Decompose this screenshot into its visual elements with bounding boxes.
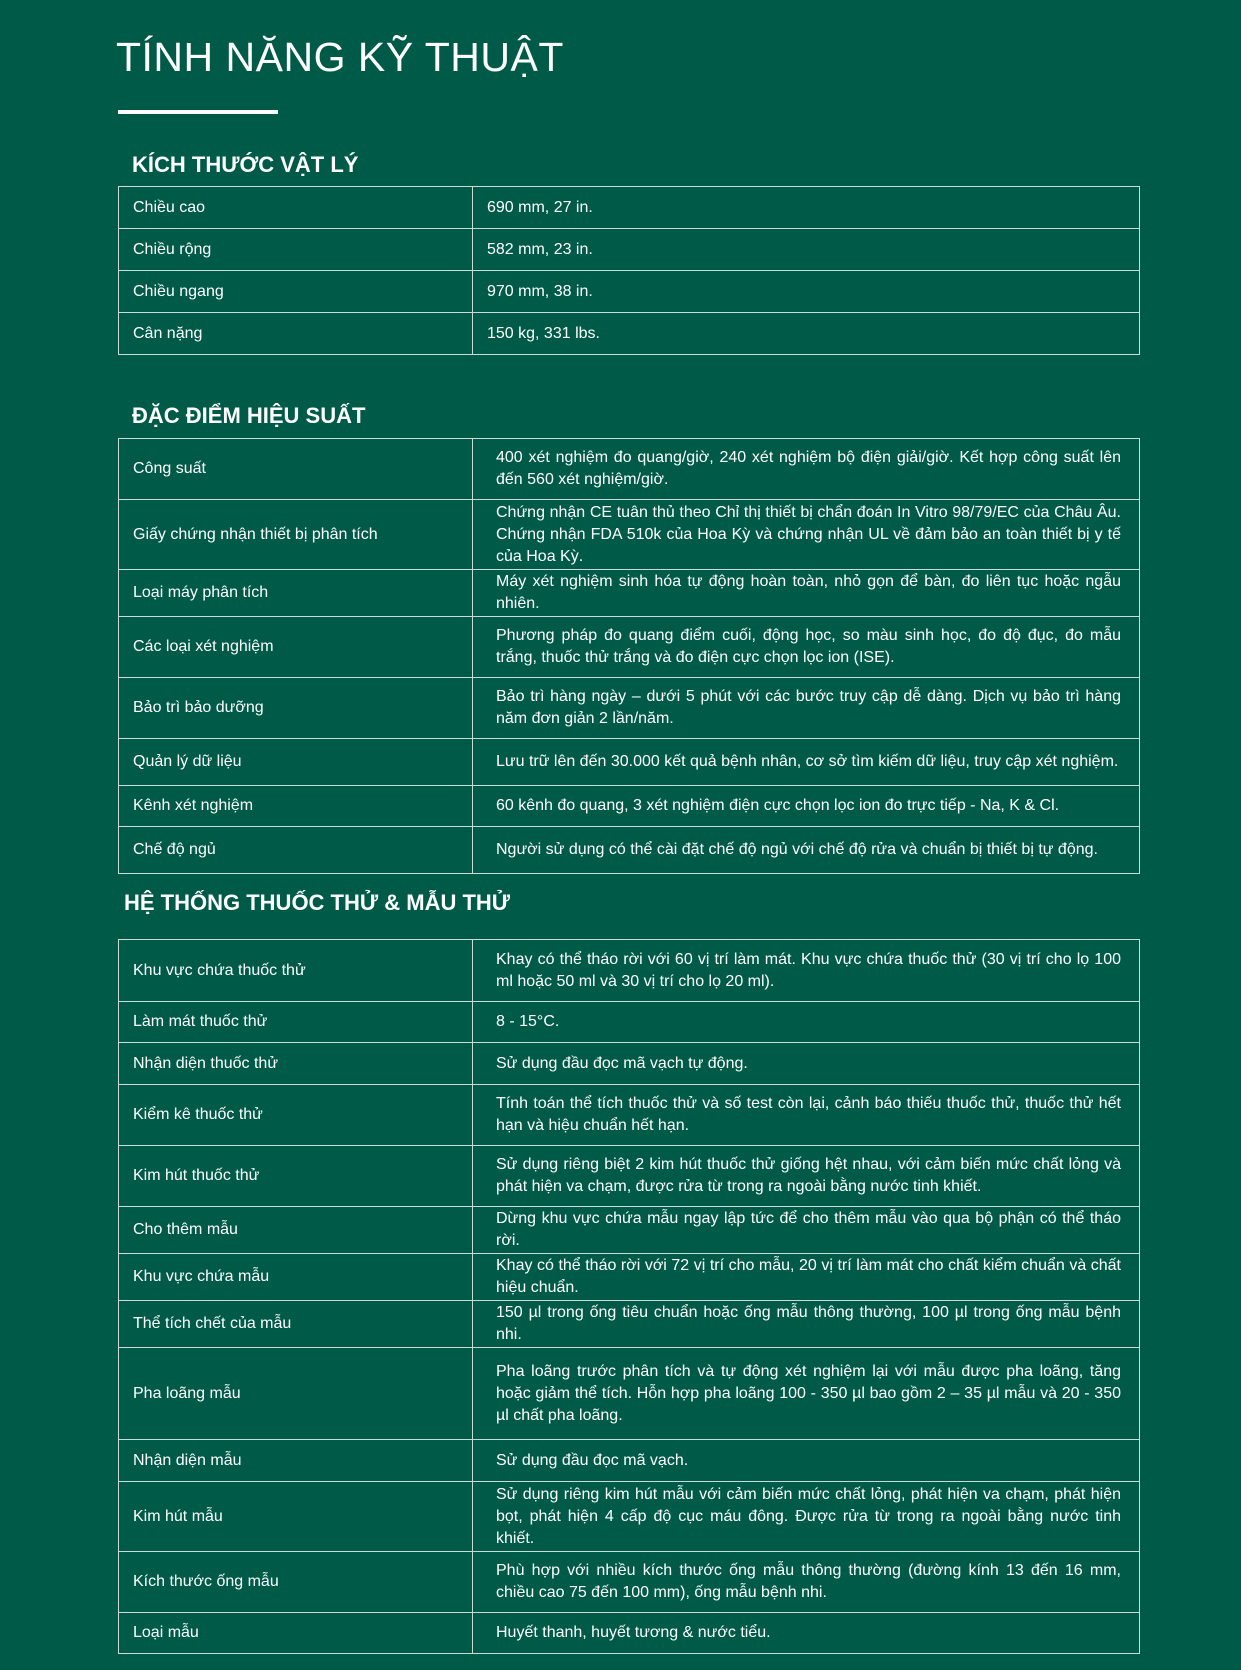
spec-value: 690 mm, 27 in.	[473, 187, 1140, 229]
title-underline	[118, 110, 278, 114]
spec-label: Chế độ ngủ	[119, 827, 473, 874]
spec-value: Tính toán thể tích thuốc thử và số test còn lại, cảnh báo thiếu thuốc thử, thuốc thử hết hạn và hiệu chuẩn hết hạn.	[473, 1085, 1140, 1146]
page-title: TÍNH NĂNG KỸ THUẬT	[116, 34, 564, 80]
spec-value: 582 mm, 23 in.	[473, 229, 1140, 271]
spec-label: Kiểm kê thuốc thử	[119, 1085, 473, 1146]
table-row	[119, 827, 1140, 874]
spec-label: Cho thêm mẫu	[119, 1207, 473, 1254]
spec-value: Phù hợp với nhiều kích thước ống mẫu thông thường (đường kính 13 đến 16 mm, chiều cao 75 đến 100 mm), ống mẫu bệnh nhi.	[473, 1552, 1140, 1613]
table-row	[119, 940, 1140, 1002]
spec-value: Huyết thanh, huyết tương & nước tiểu.	[473, 1613, 1140, 1654]
table-row	[119, 313, 1140, 355]
spec-label: Pha loãng mẫu	[119, 1348, 473, 1440]
spec-value: 8 - 15°C.	[473, 1002, 1140, 1043]
spec-label: Làm mát thuốc thử	[119, 1002, 473, 1043]
physical-heading: KÍCH THƯỚC VẬT LÝ	[132, 152, 359, 177]
table-row	[119, 500, 1140, 570]
spec-value: Sử dụng riêng kim hút mẫu với cảm biến mức chất lỏng, phát hiện va chạm, phát hiện bọt, phát hiện 4 cấp độ cục máu đông. Được rửa từ trong ra ngoài bằng nước tinh khiết.	[473, 1482, 1140, 1552]
table-row	[119, 1254, 1140, 1301]
reagent-table	[118, 939, 1140, 1654]
spec-value: Phương pháp đo quang điểm cuối, động học, so màu sinh học, đo độ đục, đo mẫu trắng, thuốc thử trắng và đo điện cực chọn lọc ion (ISE).	[473, 617, 1140, 678]
spec-value: Lưu trữ lên đến 30.000 kết quả bệnh nhân, cơ sở tìm kiếm dữ liệu, truy cập xét nghiệm.	[473, 739, 1140, 786]
spec-value: Bảo trì hàng ngày – dưới 5 phút với các bước truy cập dễ dàng. Dịch vụ bảo trì hàng năm đơn giản 2 lần/năm.	[473, 678, 1140, 739]
table-row	[119, 1002, 1140, 1043]
spec-label: Thể tích chết của mẫu	[119, 1301, 473, 1348]
spec-value: Người sử dụng có thể cài đặt chế độ ngủ với chế độ rửa và chuẩn bị thiết bị tự động.	[473, 827, 1140, 874]
spec-value: Chứng nhận CE tuân thủ theo Chỉ thị thiết bị chẩn đoán In Vitro 98/79/EC của Châu Âu. Chứng nhận FDA 510k của Hoa Kỳ và chứng nhận UL về đảm bảo an toàn thiết bị y tế của Hoa Kỳ.	[473, 500, 1140, 570]
table-row	[119, 570, 1140, 617]
spec-label: Chiều rộng	[119, 229, 473, 271]
table-row	[119, 1552, 1140, 1613]
table-row	[119, 1207, 1140, 1254]
spec-value: Khay có thể tháo rời với 60 vị trí làm mát. Khu vực chứa thuốc thử (30 vị trí cho lọ 100 ml hoặc 50 ml và 30 vị trí cho lọ 20 ml).	[473, 940, 1140, 1002]
spec-label: Kênh xét nghiệm	[119, 786, 473, 827]
spec-value: Máy xét nghiệm sinh hóa tự động hoàn toàn, nhỏ gọn để bàn, đo liên tục hoặc ngẫu nhiên.	[473, 570, 1140, 617]
spec-value: Sử dụng riêng biệt 2 kim hút thuốc thử giống hệt nhau, với cảm biến mức chất lỏng và phát hiện va chạm, được rửa từ trong ra ngoài bằng nước tinh khiết.	[473, 1146, 1140, 1207]
spec-label: Kim hút thuốc thử	[119, 1146, 473, 1207]
spec-label: Chiều cao	[119, 187, 473, 229]
table-row	[119, 271, 1140, 313]
spec-label: Quản lý dữ liệu	[119, 739, 473, 786]
performance-heading: ĐẶC ĐIỂM HIỆU SUẤT	[132, 403, 366, 428]
spec-value: 970 mm, 38 in.	[473, 271, 1140, 313]
spec-label: Công suất	[119, 439, 473, 500]
table-row	[119, 1043, 1140, 1085]
spec-label: Nhận diện mẫu	[119, 1440, 473, 1482]
spec-value: Dừng khu vực chứa mẫu ngay lập tức để cho thêm mẫu vào qua bộ phận có thể tháo rời.	[473, 1207, 1140, 1254]
spec-label: Cân nặng	[119, 313, 473, 355]
spec-value: 150 µl trong ống tiêu chuẩn hoặc ống mẫu thông thường, 100 µl trong ống mẫu bệnh nhi.	[473, 1301, 1140, 1348]
spec-value: 150 kg, 331 lbs.	[473, 313, 1140, 355]
table-row	[119, 1085, 1140, 1146]
spec-label: Khu vực chứa mẫu	[119, 1254, 473, 1301]
table-row	[119, 786, 1140, 827]
reagent-heading: HỆ THỐNG THUỐC THỬ & MẪU THỬ	[124, 890, 511, 915]
table-row	[119, 678, 1140, 739]
table-row	[119, 229, 1140, 271]
spec-label: Loại máy phân tích	[119, 570, 473, 617]
spec-label: Chiều ngang	[119, 271, 473, 313]
spec-label: Kích thước ống mẫu	[119, 1552, 473, 1613]
spec-label: Khu vực chứa thuốc thử	[119, 940, 473, 1002]
table-row	[119, 1613, 1140, 1654]
table-row	[119, 1482, 1140, 1552]
spec-label: Bảo trì bảo dưỡng	[119, 678, 473, 739]
table-row	[119, 739, 1140, 786]
spec-value: Pha loãng trước phân tích và tự động xét nghiệm lại với mẫu được pha loãng, tăng hoặc giảm thể tích. Hỗn hợp pha loãng 100 - 350 µl bao gồm 2 – 35 µl mẫu và 20 - 350 µl chất pha loãng.	[473, 1348, 1140, 1440]
spec-label: Nhận diện thuốc thử	[119, 1043, 473, 1085]
spec-label: Các loại xét nghiệm	[119, 617, 473, 678]
spec-value: 60 kênh đo quang, 3 xét nghiệm điện cực chọn lọc ion đo trực tiếp - Na, K & Cl.	[473, 786, 1140, 827]
table-row	[119, 1146, 1140, 1207]
spec-value: 400 xét nghiệm đo quang/giờ, 240 xét nghiệm bộ điện giải/giờ. Kết hợp công suất lên đến 560 xét nghiệm/giờ.	[473, 439, 1140, 500]
table-row	[119, 439, 1140, 500]
table-row	[119, 1348, 1140, 1440]
table-row	[119, 187, 1140, 229]
table-row	[119, 1440, 1140, 1482]
table-row	[119, 617, 1140, 678]
spec-value: Sử dụng đầu đọc mã vạch.	[473, 1440, 1140, 1482]
physical-table	[118, 186, 1140, 355]
spec-label: Kim hút mẫu	[119, 1482, 473, 1552]
performance-table	[118, 438, 1140, 874]
spec-label: Giấy chứng nhận thiết bị phân tích	[119, 500, 473, 570]
spec-label: Loại mẫu	[119, 1613, 473, 1654]
spec-value: Sử dụng đầu đọc mã vạch tự động.	[473, 1043, 1140, 1085]
spec-value: Khay có thể tháo rời với 72 vị trí cho mẫu, 20 vị trí làm mát cho chất kiểm chuẩn và chất hiệu chuẩn.	[473, 1254, 1140, 1301]
table-row	[119, 1301, 1140, 1348]
